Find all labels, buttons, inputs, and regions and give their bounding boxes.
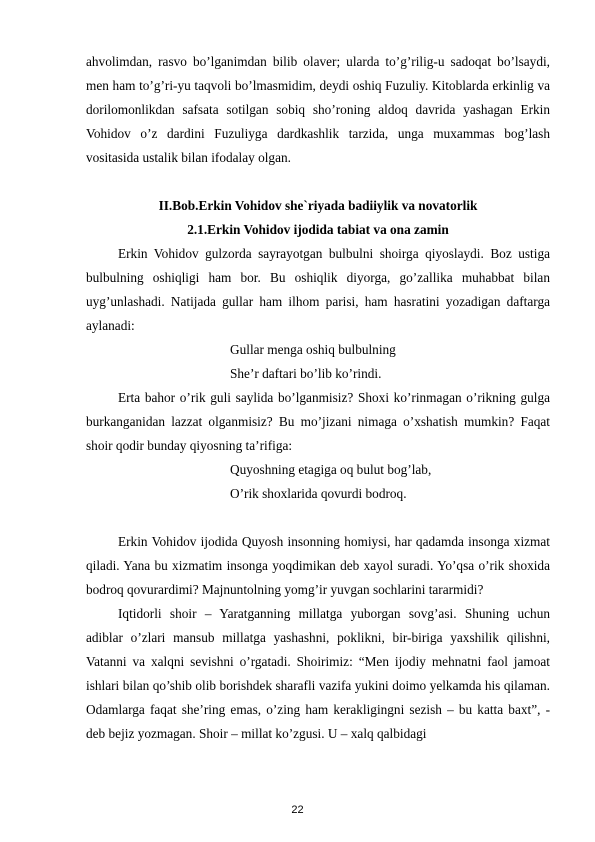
body-paragraph-3: Erkin Vohidov ijodida Quyosh insonning homiysi, har qadamda insonga xizmat qiladi. Yana bu xizmatim insonga yoqdimikan deb xayol suradi. Yo’qsa o’rik shoxida bodroq qovurardimi? Majnuntolning yomg’ir yuvgan sochlarini tararmidi? (86, 534, 550, 597)
body-paragraph-2: Erta bahor o’rik guli saylida bo’lganmisiz? Shoxi ko’rinmagan o’rikning gulga burkanganidan lazzat olganmisiz? Bu mo’jizani nimaga o’xshatish mumkin? Faqat shoir qodir bunday qiyosning ta’rifiga: (86, 390, 550, 453)
page-number: 22 (291, 804, 304, 816)
verse-2-line-2: O’rik shoxlarida qovurdi bodroq. (230, 486, 407, 501)
section-heading: 2.1.Erkin Vohidov ijodida tabiat va ona zamin (187, 222, 449, 237)
verse-2-line-1: Quyoshning etagiga oq bulut bog’lab, (230, 462, 432, 477)
spacer (86, 170, 550, 194)
chapter-heading: II.Bob.Erkin Vohidov she`riyada badiiylik va novatorlik (158, 198, 478, 213)
body-paragraph-1: Erkin Vohidov gulzorda sayrayotgan bulbulni shoirga qiyoslaydi. Boz ustiga bulbulning oshiqligi ham bor. Bu oshiqlik diyorga, go’zallika muhabbat bilan uyg’unlashadi. Natijada gullar ham ilhom parisi, ham hasratini yozadigan daftarga aylanadi: (86, 246, 550, 333)
verse-1-line-2: She’r daftari bo’lib ko’rindi. (230, 366, 382, 381)
page-body (86, 50, 550, 746)
body-paragraph-4: Iqtidorli shoir – Yaratganning millatga yuborgan sovg’asi. Shuning uchun adiblar o’zlari mansub millatga yashashni, poklikni, bir-biriga yaxshilik qilishni, Vatanni va xalqni sevishni o’rgatadi. Shoirimiz: “Men ijodiy mehnatni faol jamoat ishlari bilan qo’shib olib borishdek sharafli vazifa yukini doimo yelkamda his qilaman. Odamlarga faqat she’ring emas, o’zing ham kerakligingni sezish – bu katta baxt”, - deb bejiz yozmagan. Shoir – millat ko’zgusi. U – xalq qalbidagi (86, 606, 550, 741)
intro-paragraph: ahvolimdan, rasvo bo’lganimdan bilib olaver; ularda to’g’rilig-u sadoqat bo’lsaydi, men ham to’g’ri-yu taqvoli bo’lmasmidim, deydi oshiq Fuzuliy. Kitoblarda erkinlig va dorilomonlikdan safsata sotilgan sobiq sho’roning aldoq davrida yashagan Erkin Vohidov o’z dardini Fuzuliyga dardkashlik tarzida, unga muxammas bog’lash vositasida ustalik bilan ifodalay olgan. (86, 54, 550, 165)
verse-1-line-1: Gullar menga oshiq bulbulning (230, 342, 396, 357)
spacer (86, 506, 550, 530)
